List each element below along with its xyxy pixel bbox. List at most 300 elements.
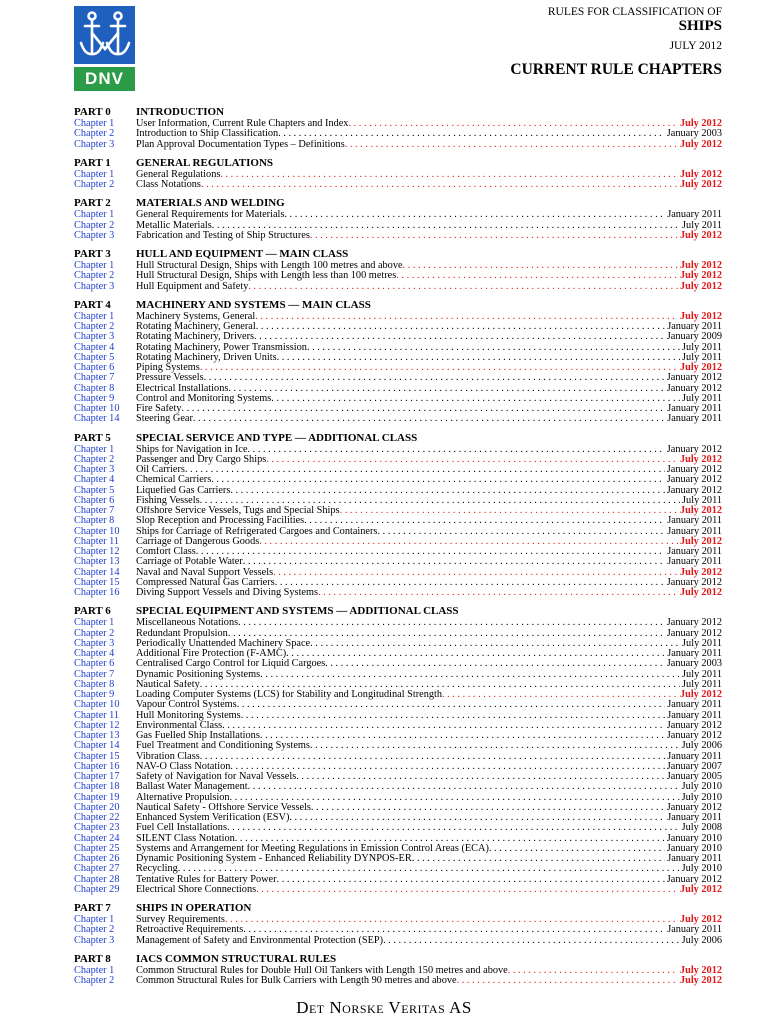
dot-leader bbox=[248, 445, 665, 455]
chapter-title-line bbox=[136, 659, 665, 669]
chapter-title: Environmental Class bbox=[136, 720, 223, 731]
chapter-date: July 2006 bbox=[681, 740, 722, 752]
chapter-row bbox=[74, 936, 722, 946]
chapter-link[interactable]: Chapter 3 bbox=[74, 138, 115, 150]
chapter-link[interactable]: Chapter 29 bbox=[74, 883, 120, 895]
part-label: PART 3 bbox=[74, 248, 111, 260]
chapter-row bbox=[74, 271, 722, 281]
chapter-title-line bbox=[136, 271, 678, 281]
header-rules-line: RULES FOR CLASSIFICATION OF bbox=[547, 6, 722, 18]
chapter-link[interactable]: Chapter 3 bbox=[74, 331, 115, 343]
chapter-date: January 2011 bbox=[667, 403, 722, 414]
chapter-title-line bbox=[136, 649, 665, 659]
chapter-row bbox=[74, 557, 722, 567]
dot-leader bbox=[200, 496, 680, 506]
chapter-row bbox=[74, 823, 722, 833]
chapter-title-line bbox=[136, 966, 678, 976]
chapter-title: General Regulations bbox=[136, 169, 221, 180]
dot-leader bbox=[259, 537, 678, 547]
chapter-link[interactable]: Chapter 15 bbox=[74, 750, 120, 762]
chapter-link[interactable]: Chapter 2 bbox=[74, 179, 115, 190]
chapter-title: Naval and Naval Support Vessels bbox=[136, 567, 274, 578]
chapter-title-line bbox=[136, 854, 665, 864]
dot-leader bbox=[185, 465, 665, 475]
part-section bbox=[74, 605, 722, 895]
chapter-link[interactable]: Chapter 23 bbox=[74, 822, 120, 834]
part-title: SPECIAL EQUIPMENT AND SYSTEMS — ADDITIONAL CLASS bbox=[136, 605, 459, 618]
dot-leader bbox=[200, 680, 680, 690]
chapter-link[interactable]: Chapter 3 bbox=[74, 637, 115, 649]
chapter-title-line bbox=[136, 690, 678, 700]
chapter-row bbox=[74, 741, 722, 751]
chapter-link[interactable]: Chapter 26 bbox=[74, 853, 120, 864]
chapter-link[interactable]: Chapter 14 bbox=[74, 566, 120, 578]
chapter-title-line bbox=[136, 384, 665, 394]
chapter-link[interactable]: Chapter 10 bbox=[74, 403, 120, 414]
chapter-row bbox=[74, 854, 722, 864]
chapter-title-line bbox=[136, 915, 678, 925]
chapter-link[interactable]: Chapter 18 bbox=[74, 781, 120, 793]
chapter-title: Rotating Machinery, General bbox=[136, 322, 256, 332]
chapter-title: Common Structural Rules for Bulk Carriers with Length 90 metres and above bbox=[136, 976, 457, 986]
chapter-date: January 2012 bbox=[666, 484, 722, 496]
chapter-title: Liquefied Gas Carriers bbox=[136, 485, 231, 496]
part-section bbox=[74, 432, 722, 599]
dot-leader bbox=[310, 231, 678, 241]
chapter-link[interactable]: Chapter 4 bbox=[74, 474, 115, 486]
dot-leader bbox=[304, 516, 665, 526]
chapter-title: Rotating Machinery, Drivers bbox=[136, 332, 255, 343]
chapter-link[interactable]: Chapter 6 bbox=[74, 362, 115, 373]
chapter-title-line bbox=[136, 823, 680, 833]
dot-leader bbox=[212, 221, 680, 231]
chapter-title-line bbox=[136, 782, 680, 792]
chapter-title-line bbox=[136, 322, 665, 332]
chapter-title: Steering Gear bbox=[136, 414, 193, 425]
chapter-title: Hull Monitoring Systems bbox=[136, 710, 241, 721]
chapter-link[interactable]: Chapter 3 bbox=[74, 934, 115, 946]
chapter-title: Loading Computer Systems (LCS) for Stability and Longitudinal Strength bbox=[136, 690, 443, 700]
chapter-date: January 2012 bbox=[666, 576, 722, 588]
dot-leader bbox=[178, 864, 680, 874]
chapter-link[interactable]: Chapter 27 bbox=[74, 863, 120, 875]
chapter-title: Nautical Safety bbox=[136, 679, 200, 690]
dot-leader bbox=[211, 475, 665, 485]
chapter-row bbox=[74, 140, 722, 150]
chapter-link[interactable]: Chapter 15 bbox=[74, 576, 120, 588]
chapter-date: July 2008 bbox=[681, 822, 722, 834]
chapter-date: January 2012 bbox=[666, 443, 722, 455]
chapter-link[interactable]: Chapter 25 bbox=[74, 842, 120, 854]
chapter-title-line bbox=[136, 813, 665, 823]
chapter-title: Common Structural Rules for Double Hull Oil Tankers with Length 150 metres and above bbox=[136, 965, 508, 976]
dot-leader bbox=[311, 803, 665, 813]
chapter-title-line bbox=[136, 455, 678, 465]
chapter-title: Machinery Systems, General bbox=[136, 311, 256, 322]
chapter-date: July 2012 bbox=[679, 505, 722, 516]
dot-leader bbox=[403, 261, 678, 271]
chapter-title: Compressed Natural Gas Carriers bbox=[136, 577, 275, 588]
chapter-title-line bbox=[136, 486, 665, 496]
chapter-title-line bbox=[136, 588, 678, 598]
chapter-title-line bbox=[136, 140, 678, 150]
chapter-link[interactable]: Chapter 1 bbox=[74, 443, 115, 455]
dot-leader bbox=[230, 793, 680, 803]
chapter-link[interactable]: Chapter 11 bbox=[74, 535, 120, 547]
chapter-date: January 2012 bbox=[666, 464, 722, 475]
chapter-date: July 2012 bbox=[679, 229, 722, 241]
dot-leader bbox=[310, 741, 680, 751]
chapter-title-line bbox=[136, 875, 665, 885]
chapter-title: Fuel Cell Installations bbox=[136, 823, 227, 834]
chapter-date: January 2011 bbox=[667, 525, 722, 537]
part-label: PART 2 bbox=[74, 197, 111, 210]
dot-leader bbox=[277, 353, 680, 363]
chapter-row bbox=[74, 864, 722, 874]
chapter-row bbox=[74, 618, 722, 628]
chapter-link[interactable]: Chapter 1 bbox=[74, 914, 115, 925]
dot-leader bbox=[307, 343, 680, 353]
dot-leader bbox=[508, 966, 678, 976]
chapter-date: July 2011 bbox=[682, 494, 722, 506]
part-heading bbox=[74, 432, 722, 445]
chapter-row bbox=[74, 516, 722, 526]
chapter-date: July 2011 bbox=[682, 678, 722, 690]
chapter-date: January 2012 bbox=[666, 372, 722, 384]
chapter-title: Survey Requirements bbox=[136, 915, 225, 925]
dot-leader bbox=[255, 312, 678, 322]
chapter-title: Systems and Arrangement for Meeting Regulations in Emission Control Areas (ECA) bbox=[136, 843, 489, 854]
chapter-title-line bbox=[136, 353, 680, 363]
chapter-row bbox=[74, 363, 722, 373]
dot-leader bbox=[204, 373, 665, 383]
chapter-title: Offshore Service Vessels, Tugs and Special Ships bbox=[136, 506, 340, 516]
chapter-row bbox=[74, 731, 722, 741]
dot-leader bbox=[273, 568, 678, 578]
chapter-row bbox=[74, 875, 722, 885]
dot-leader bbox=[348, 119, 677, 129]
chapter-row bbox=[74, 221, 722, 231]
dnv-wordmark: DNV bbox=[74, 67, 135, 91]
dot-leader bbox=[243, 925, 665, 935]
chapter-title: Fuel Treatment and Conditioning Systems bbox=[136, 741, 310, 752]
chapter-link[interactable]: Chapter 3 bbox=[74, 280, 115, 292]
chapter-row bbox=[74, 373, 722, 383]
chapter-row bbox=[74, 721, 722, 731]
chapter-date: July 2011 bbox=[682, 351, 722, 363]
part-section bbox=[74, 197, 722, 241]
chapter-title-line bbox=[136, 475, 665, 485]
chapter-link[interactable]: Chapter 2 bbox=[74, 453, 115, 465]
anchor-pair-icon bbox=[74, 6, 135, 64]
chapter-date: January 2012 bbox=[666, 801, 722, 813]
chapter-title: Electrical Installations bbox=[136, 383, 229, 394]
part-section bbox=[74, 902, 722, 946]
chapter-date: July 2011 bbox=[682, 341, 722, 353]
chapter-link[interactable]: Chapter 1 bbox=[74, 118, 115, 129]
chapter-title-line bbox=[136, 762, 665, 772]
chapter-date: January 2011 bbox=[667, 556, 722, 568]
chapter-link[interactable]: Chapter 20 bbox=[74, 801, 120, 813]
chapter-date: January 2011 bbox=[667, 209, 722, 221]
chapter-date: January 2005 bbox=[666, 771, 722, 782]
chapter-link[interactable]: Chapter 17 bbox=[74, 771, 120, 782]
chapter-link[interactable]: Chapter 2 bbox=[74, 270, 115, 282]
chapter-link[interactable]: Chapter 10 bbox=[74, 525, 120, 537]
dot-leader bbox=[396, 271, 678, 281]
chapter-row bbox=[74, 772, 722, 782]
chapter-link[interactable]: Chapter 2 bbox=[74, 219, 115, 231]
chapter-date: July 2010 bbox=[681, 863, 722, 875]
chapter-row bbox=[74, 803, 722, 813]
chapter-row bbox=[74, 312, 722, 322]
dot-leader bbox=[222, 721, 665, 731]
chapter-link[interactable]: Chapter 5 bbox=[74, 484, 115, 496]
chapter-link[interactable]: Chapter 22 bbox=[74, 812, 120, 823]
chapter-title-line bbox=[136, 700, 665, 710]
chapter-link[interactable]: Chapter 14 bbox=[74, 740, 120, 752]
chapter-row bbox=[74, 210, 722, 220]
chapter-title-line bbox=[136, 119, 678, 129]
chapter-title-line bbox=[136, 670, 680, 680]
chapter-title: Rotating Machinery, Driven Units bbox=[136, 352, 277, 363]
chapter-link[interactable]: Chapter 1 bbox=[74, 964, 115, 976]
chapter-title-line bbox=[136, 231, 678, 241]
chapter-link[interactable]: Chapter 16 bbox=[74, 760, 120, 772]
chapter-link[interactable]: Chapter 1 bbox=[74, 617, 115, 629]
dot-leader bbox=[377, 527, 665, 537]
chapter-link[interactable]: Chapter 28 bbox=[74, 873, 120, 885]
chapter-date: July 2012 bbox=[679, 138, 722, 150]
chapter-link[interactable]: Chapter 19 bbox=[74, 791, 120, 803]
chapter-link[interactable]: Chapter 3 bbox=[74, 229, 115, 241]
dot-leader bbox=[266, 455, 678, 465]
chapter-title-line bbox=[136, 618, 665, 628]
dot-leader bbox=[230, 762, 664, 772]
chapter-row bbox=[74, 711, 722, 721]
chapter-row bbox=[74, 782, 722, 792]
chapter-link[interactable]: Chapter 12 bbox=[74, 546, 120, 557]
chapter-title: Pressure Vessels bbox=[136, 373, 204, 384]
chapter-date: January 2012 bbox=[666, 474, 722, 486]
chapter-row bbox=[74, 496, 722, 506]
dot-leader bbox=[289, 813, 665, 823]
chapter-link[interactable]: Chapter 2 bbox=[74, 975, 115, 986]
chapter-title-line bbox=[136, 711, 665, 721]
chapter-title: Vibration Class bbox=[136, 751, 200, 762]
chapter-row bbox=[74, 404, 722, 414]
rule-chapters-list bbox=[74, 106, 722, 986]
chapter-title-line bbox=[136, 282, 678, 292]
chapter-link[interactable]: Chapter 11 bbox=[74, 709, 120, 721]
part-heading bbox=[74, 197, 722, 210]
chapter-title-line bbox=[136, 844, 665, 854]
chapter-title-line bbox=[136, 629, 665, 639]
chapter-title-line bbox=[136, 885, 678, 895]
dot-leader bbox=[225, 915, 678, 925]
chapter-link[interactable]: Chapter 2 bbox=[74, 627, 115, 639]
chapter-title: Passenger and Dry Cargo Ships bbox=[136, 454, 267, 465]
chapter-row bbox=[74, 506, 722, 516]
dot-leader bbox=[235, 834, 665, 844]
chapter-title: NAV-O Class Notation bbox=[136, 761, 231, 772]
chapter-title-line bbox=[136, 772, 665, 782]
chapter-title: Retroactive Requirements bbox=[136, 925, 244, 936]
chapter-title: Class Notations bbox=[136, 180, 201, 190]
chapter-title: Fire Safety bbox=[136, 404, 182, 414]
dot-leader bbox=[196, 547, 665, 557]
chapter-row bbox=[74, 844, 722, 854]
part-title: HULL AND EQUIPMENT — MAIN CLASS bbox=[136, 248, 349, 260]
chapter-link[interactable]: Chapter 12 bbox=[74, 719, 120, 731]
part-label: PART 7 bbox=[74, 902, 111, 914]
chapter-link[interactable]: Chapter 16 bbox=[74, 587, 120, 598]
chapter-title-line bbox=[136, 170, 678, 180]
chapter-date: July 2012 bbox=[679, 270, 722, 282]
footer-company: Det Norske Veritas AS bbox=[296, 998, 472, 1017]
chapter-link[interactable]: Chapter 9 bbox=[74, 689, 115, 700]
chapter-link[interactable]: Chapter 4 bbox=[74, 341, 115, 353]
chapter-title-line bbox=[136, 537, 678, 547]
chapter-link[interactable]: Chapter 13 bbox=[74, 730, 120, 741]
dot-leader bbox=[412, 854, 665, 864]
chapter-date: July 2011 bbox=[682, 219, 722, 231]
part-title: MATERIALS AND WELDING bbox=[136, 197, 285, 210]
chapter-date: July 2012 bbox=[679, 535, 722, 547]
chapter-title: Miscellaneous Notations bbox=[136, 618, 239, 629]
dot-leader bbox=[284, 210, 665, 220]
chapter-row bbox=[74, 180, 722, 190]
chapter-title: Comfort Class bbox=[136, 547, 196, 557]
chapter-link[interactable]: Chapter 6 bbox=[74, 658, 115, 670]
chapter-title: Oil Carriers bbox=[136, 465, 185, 475]
chapter-date: January 2011 bbox=[667, 853, 722, 864]
chapter-link[interactable]: Chapter 3 bbox=[74, 464, 115, 475]
part-heading bbox=[74, 248, 722, 261]
chapter-row bbox=[74, 649, 722, 659]
dot-leader bbox=[442, 690, 678, 700]
chapter-title-line bbox=[136, 343, 680, 353]
chapter-title-line bbox=[136, 527, 665, 537]
chapter-title-line bbox=[136, 936, 680, 946]
chapter-row bbox=[74, 527, 722, 537]
part-label: PART 0 bbox=[74, 106, 111, 118]
chapter-link[interactable]: Chapter 2 bbox=[74, 128, 115, 140]
chapter-title-line bbox=[136, 721, 665, 731]
chapter-row bbox=[74, 813, 722, 823]
chapter-date: July 2012 bbox=[679, 453, 722, 465]
chapter-row bbox=[74, 547, 722, 557]
chapter-row bbox=[74, 261, 722, 271]
chapter-link[interactable]: Chapter 1 bbox=[74, 310, 115, 322]
chapter-title: Diving Support Vessels and Diving Systems bbox=[136, 588, 319, 598]
dot-leader bbox=[201, 180, 678, 190]
chapter-link[interactable]: Chapter 1 bbox=[74, 260, 115, 271]
part-section bbox=[74, 106, 722, 150]
chapter-link[interactable]: Chapter 4 bbox=[74, 648, 115, 659]
chapter-row bbox=[74, 966, 722, 976]
chapter-title-line bbox=[136, 731, 665, 741]
part-heading bbox=[74, 902, 722, 915]
chapter-link[interactable]: Chapter 24 bbox=[74, 832, 120, 844]
chapter-row bbox=[74, 414, 722, 424]
chapter-link[interactable]: Chapter 8 bbox=[74, 515, 115, 527]
chapter-link[interactable]: Chapter 2 bbox=[74, 321, 115, 332]
chapter-title-line bbox=[136, 568, 678, 578]
chapter-date: July 2012 bbox=[679, 260, 722, 271]
chapter-link[interactable]: Chapter 7 bbox=[74, 372, 115, 384]
chapter-title-line bbox=[136, 261, 678, 271]
chapter-title-line bbox=[136, 210, 665, 220]
part-heading bbox=[74, 157, 722, 170]
part-section bbox=[74, 248, 722, 292]
chapter-link[interactable]: Chapter 8 bbox=[74, 382, 115, 394]
chapter-link[interactable]: Chapter 7 bbox=[74, 668, 115, 680]
chapter-title: User Information, Current Rule Chapters and Index bbox=[136, 119, 349, 129]
chapter-date: July 2012 bbox=[679, 310, 722, 322]
chapter-link[interactable]: Chapter 14 bbox=[74, 413, 120, 425]
chapter-date: July 2010 bbox=[681, 791, 722, 803]
chapter-link[interactable]: Chapter 6 bbox=[74, 494, 115, 506]
chapter-date: January 2011 bbox=[667, 699, 722, 711]
part-heading bbox=[74, 299, 722, 312]
chapter-title-line bbox=[136, 639, 680, 649]
chapter-link[interactable]: Chapter 1 bbox=[74, 209, 115, 221]
chapter-row bbox=[74, 486, 722, 496]
part-label: PART 5 bbox=[74, 431, 111, 444]
chapter-date: January 2007 bbox=[666, 760, 722, 772]
part-label: PART 4 bbox=[74, 298, 111, 311]
chapter-title-line bbox=[136, 925, 665, 935]
chapter-date: January 2011 bbox=[667, 750, 722, 762]
chapter-link[interactable]: Chapter 8 bbox=[74, 678, 115, 690]
dot-leader bbox=[241, 711, 665, 721]
chapter-date: July 2006 bbox=[681, 934, 722, 946]
dot-leader bbox=[256, 885, 678, 895]
chapter-date: January 2012 bbox=[666, 873, 722, 885]
chapter-row bbox=[74, 588, 722, 598]
chapter-date: July 2012 bbox=[679, 689, 722, 700]
dot-leader bbox=[310, 639, 680, 649]
chapter-title: Management of Safety and Environmental Protection (SEP) bbox=[136, 935, 384, 946]
dot-leader bbox=[248, 782, 680, 792]
chapter-row bbox=[74, 578, 722, 588]
chapter-title: Additional Fire Protection (F-AMC) bbox=[136, 649, 287, 659]
part-heading bbox=[74, 953, 722, 966]
chapter-title: Alternative Propulsion bbox=[136, 792, 230, 803]
dot-leader bbox=[345, 140, 678, 150]
dnv-logo bbox=[74, 6, 135, 91]
dot-leader bbox=[238, 618, 665, 628]
chapter-link[interactable]: Chapter 13 bbox=[74, 556, 120, 568]
chapter-title: Hull Structural Design, Ships with Length less than 100 metres bbox=[136, 271, 397, 282]
chapter-row bbox=[74, 752, 722, 762]
chapter-row bbox=[74, 475, 722, 485]
chapter-row bbox=[74, 332, 722, 342]
part-title: GENERAL REGULATIONS bbox=[136, 156, 274, 169]
chapter-date: January 2011 bbox=[667, 812, 722, 823]
chapter-link[interactable]: Chapter 5 bbox=[74, 351, 115, 363]
chapter-title-line bbox=[136, 363, 678, 373]
chapter-title-line bbox=[136, 547, 665, 557]
dot-leader bbox=[200, 363, 678, 373]
chapter-row bbox=[74, 925, 722, 935]
chapter-link[interactable]: Chapter 9 bbox=[74, 392, 115, 404]
chapter-link[interactable]: Chapter 1 bbox=[74, 168, 115, 180]
chapter-link[interactable]: Chapter 10 bbox=[74, 699, 120, 711]
chapter-link[interactable]: Chapter 2 bbox=[74, 924, 115, 936]
chapter-link[interactable]: Chapter 7 bbox=[74, 505, 115, 516]
